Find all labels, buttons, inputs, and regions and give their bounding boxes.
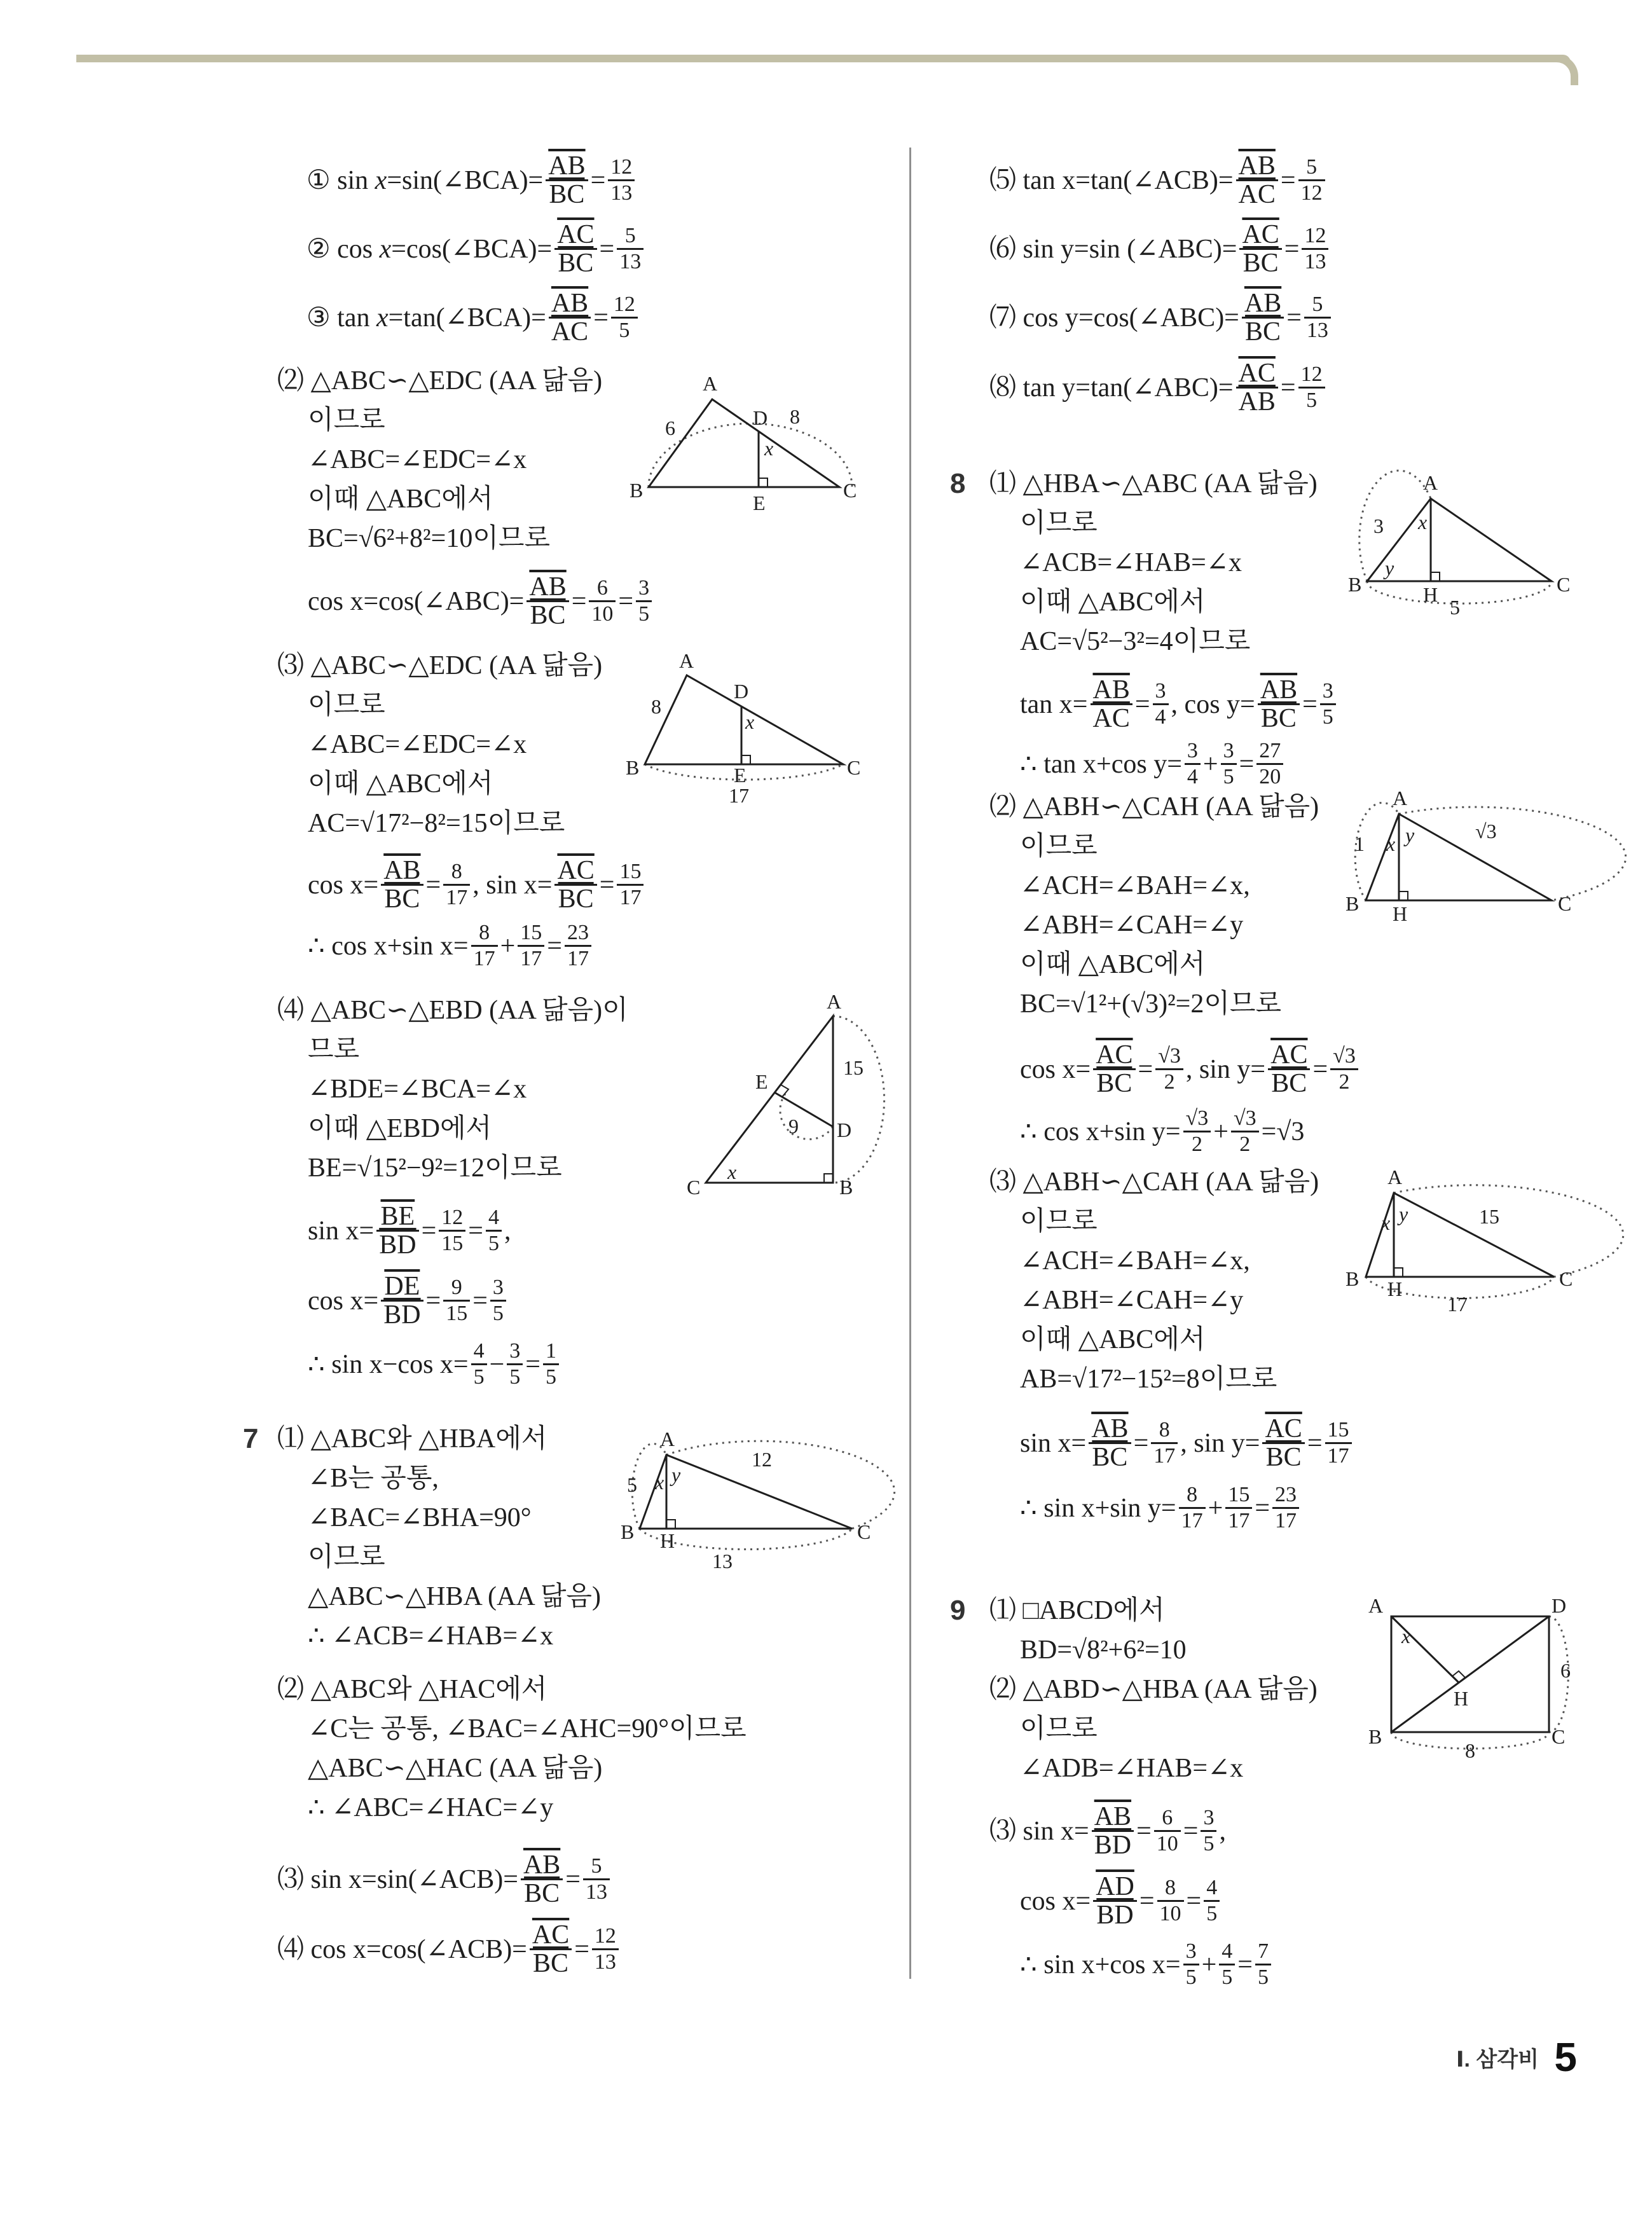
fraction: $\frac{8}{17}$ <box>471 921 498 971</box>
label-a: A <box>1387 1166 1403 1188</box>
p4-line-g: cos x= $\frac{\overline{DE}}{BD}$ = $\frac{9}{15}$ = $\frac{3}{5}$ <box>308 1276 509 1331</box>
figure-triangle-q8-1 <box>1342 471 1583 630</box>
label-9: 9 <box>788 1115 799 1138</box>
fraction: $\frac{\overline{AB}}{BC}$ <box>381 857 423 912</box>
fraction: $\frac{12}{15}$ <box>439 1206 465 1256</box>
fraction: $\frac{\overline{AB}}{BD}$ <box>1092 1803 1134 1859</box>
label-b: B <box>630 479 644 502</box>
right-angle-mark-a <box>824 1174 833 1183</box>
figure-triangle-q7 <box>610 1422 878 1587</box>
fraction: $\frac{4}{5}$ <box>1204 1876 1220 1926</box>
label-h: H <box>1387 1277 1403 1300</box>
dotted-arc <box>649 423 852 487</box>
right-angle-mark <box>1399 891 1408 900</box>
label-h: H <box>1423 583 1438 606</box>
q9-line-d: 이므로 <box>1020 1714 1098 1744</box>
fraction: $\frac{9}{15}$ <box>443 1276 470 1326</box>
fraction: $\frac{8}{17}$ <box>443 860 470 910</box>
q9-line-f: ⑶ sin x= $\frac{\overline{AB}}{BD}$ = $\frac{6}{10}$ = $\frac{3}{5}$ , <box>989 1802 1226 1860</box>
label-5: 5 <box>627 1473 637 1496</box>
label-8: 8 <box>1465 1739 1475 1762</box>
p3-line-d: 이때 △ABC에서 <box>308 769 493 799</box>
fraction: $\frac{√3}{2}$ <box>1330 1044 1358 1094</box>
q8-line-h: ⑵ △ABH∽△CAH (AA 닮음) <box>989 792 1319 822</box>
fraction: $\frac{15}{17}$ <box>1225 1483 1252 1533</box>
fraction: $\frac{12}{13}$ <box>1302 224 1328 274</box>
label-a: A <box>679 649 694 672</box>
fraction: $\frac{\overline{AB}}{BC}$ <box>546 153 588 208</box>
q9-line-h: ∴ sin x+cos x= $\frac{3}{5}$ + $\frac{4}{5}$ = $\frac{7}{5}$ <box>1020 1942 1274 1992</box>
q8-line-t: 이때 △ABC에서 <box>1020 1325 1206 1354</box>
label-b: B <box>1346 1267 1359 1290</box>
q8-line-f: tan x= $\frac{\overline{AB}}{AC}$ = $\frac{3}{4}$ , cos y= $\frac{\overline{AB}}{BC}$ = $\frac{3}{5}$ <box>1020 679 1339 734</box>
q8-line-a: ⑴ △HBA∽△ABC (AA 닮음) <box>989 469 1318 499</box>
label-d: D <box>734 680 749 703</box>
fraction: $\frac{27}{20}$ <box>1256 739 1283 789</box>
right-angle-mark <box>741 755 750 764</box>
label-e: E <box>753 492 766 514</box>
label-x: x <box>727 1160 737 1183</box>
label-e: E <box>734 764 747 787</box>
q7-line-e: △ABC∽△HBA (AA 닮음) <box>308 1582 601 1611</box>
right-angle-mark <box>1431 572 1440 581</box>
p3-line-c: ∠ABC=∠EDC=∠x <box>308 730 527 759</box>
label-c: C <box>847 756 861 779</box>
question-number-7: 7 <box>243 1423 259 1454</box>
fraction: $\frac{3}{5}$ <box>1221 739 1237 789</box>
fraction: $\frac{√3}{2}$ <box>1231 1106 1259 1157</box>
q8-line-m: BC=√1²+(√3)²=2이므로 <box>1020 989 1282 1019</box>
triangle-abc <box>1366 814 1552 900</box>
q9-line-e: ∠ADB=∠HAB=∠x <box>1020 1754 1244 1783</box>
q8-line-w: ∴ sin x+sin y= $\frac{8}{17}$ + $\frac{15}{17}$ = $\frac{23}{17}$ <box>1020 1485 1302 1536</box>
fraction: $\frac{\overline{AB}}{BC}$ <box>1258 677 1300 732</box>
label-h: H <box>1393 902 1408 925</box>
q9-line-b: BD=√8²+6²=10 <box>1020 1635 1187 1665</box>
p3-line-b: 이므로 <box>308 691 385 720</box>
label-c: C <box>1558 892 1572 915</box>
fraction: $\frac{4}{5}$ <box>486 1206 502 1256</box>
label-5: 5 <box>1450 596 1460 619</box>
label-d: D <box>837 1118 852 1141</box>
page-number: 5 <box>1554 2034 1577 2080</box>
q7-line-a: ⑴ △ABC와 △HBA에서 <box>277 1424 547 1454</box>
label-y: y <box>1399 1202 1408 1225</box>
figure-triangle-abc-ebd <box>674 992 890 1208</box>
q8-line-g: ∴ tan x+cos y= $\frac{3}{4}$ + $\frac{3}{5}$ = $\frac{27}{20}$ <box>1020 741 1286 792</box>
p4-line-h: ∴ sin x−cos x= $\frac{4}{5}$ − $\frac{3}{5}$ = $\frac{1}{5}$ <box>308 1342 561 1392</box>
q8-line-o: ∴ cos x+sin y= $\frac{√3}{2}$ + $\frac{√3}{2}$ =√3 <box>1020 1106 1305 1156</box>
fraction: $\frac{\overline{AC}}{BC}$ <box>1262 1415 1304 1471</box>
fraction: $\frac{\overline{AD}}{BD}$ <box>1093 1873 1137 1929</box>
diagonal-bd <box>1391 1616 1549 1732</box>
question-number-8: 8 <box>950 468 966 499</box>
fraction: $\frac{7}{5}$ <box>1255 1939 1271 1990</box>
fraction: $\frac{15}{17}$ <box>518 921 544 971</box>
fraction: $\frac{5}{13}$ <box>617 224 644 274</box>
label-y: y <box>671 1463 681 1486</box>
q8-line-b: 이므로 <box>1020 509 1098 538</box>
label-y: y <box>1405 823 1415 846</box>
right-angle-mark <box>759 478 767 487</box>
label-a: A <box>660 1428 675 1450</box>
label-12: 12 <box>752 1448 772 1471</box>
label-e: E <box>755 1070 768 1093</box>
figure-rectangle-abcd <box>1361 1591 1583 1763</box>
q8-line-l: 이때 △ABC에서 <box>1020 950 1206 979</box>
label-13: 13 <box>712 1550 733 1573</box>
fraction: $\frac{\overline{AB}}{AC}$ <box>549 290 591 345</box>
q7-line-j: ∴ ∠ABC=∠HAC=∠y <box>308 1793 554 1822</box>
p2-line-f: cos x=cos(∠ABC)= $\frac{\overline{AB}}{BC}$ = $\frac{6}{10}$ = $\frac{3}{5}$ <box>308 576 654 631</box>
label-c: C <box>687 1176 701 1199</box>
fraction: $\frac{12}{5}$ <box>1298 362 1325 413</box>
q8-line-d: 이때 △ABC에서 <box>1020 588 1206 617</box>
q7-line-b: ∠B는 공통, <box>308 1464 439 1493</box>
q7-line-h: ∠C는 공통, ∠BAC=∠AHC=90°이므로 <box>308 1714 747 1744</box>
label-h: H <box>660 1529 675 1552</box>
fraction: $\frac{\overline{AC}}{BC}$ <box>1093 1042 1135 1097</box>
fraction: $\frac{\overline{AC}}{BC}$ <box>1239 221 1281 277</box>
fraction: $\frac{3}{5}$ <box>1183 1939 1199 1990</box>
eq-sin-x: ① sin x=sin(∠BCA)= $\frac{\overline{AB}}{BC}$ = $\frac{12}{13}$ <box>306 155 637 210</box>
p4-line-c: ∠BDE=∠BCA=∠x <box>308 1075 527 1104</box>
fraction: $\frac{5}{13}$ <box>1304 293 1331 343</box>
fraction: $\frac{5}{13}$ <box>583 1854 610 1904</box>
fraction: $\frac{3}{5}$ <box>490 1276 506 1326</box>
fraction: $\frac{3}{5}$ <box>507 1339 523 1389</box>
eq-r8: ⑻ tan y=tan(∠ABC)= $\frac{\overline{AC}}{AB}$ = $\frac{12}{5}$ <box>989 362 1328 418</box>
label-x: x <box>1401 1625 1411 1648</box>
label-a: A <box>1393 787 1408 809</box>
figure-triangle-abc-edc <box>623 369 878 515</box>
p4-line-e: BE=√15²−9²=12이므로 <box>308 1153 562 1183</box>
q8-line-n: cos x= $\frac{\overline{AC}}{BC}$ = $\frac{√3}{2}$ , sin y= $\frac{\overline{AC}}{BC}$ = $\frac{√3}{2}$ <box>1020 1044 1361 1099</box>
label-8: 8 <box>651 695 661 718</box>
label-b: B <box>1346 892 1359 915</box>
triangle-abc <box>1367 499 1552 581</box>
label-b: B <box>626 756 640 779</box>
fraction: $\frac{\overline{DE}}{BD}$ <box>381 1273 423 1328</box>
p3-line-f: cos x= $\frac{\overline{AB}}{BC}$ = $\frac{8}{17}$ , sin x= $\frac{\overline{AC}}{BC}$ = $\frac{15}{17}$ <box>308 860 646 915</box>
column-divider <box>909 148 911 1979</box>
q9-line-c: ⑵ △ABD∽△HBA (AA 닮음) <box>989 1675 1318 1704</box>
eq-r5: ⑸ tan x=tan(∠ACB)= $\frac{\overline{AB}}{AC}$ = $\frac{5}{12}$ <box>989 155 1328 210</box>
right-angle-mark <box>666 1520 675 1529</box>
q7-line-k: ⑶ sin x=sin(∠ACB)= $\frac{\overline{AB}}{BC}$ = $\frac{5}{13}$ <box>277 1854 612 1910</box>
label-a: A <box>703 372 718 395</box>
eq-tan-x: ③ tan x=tan(∠BCA)= $\frac{\overline{AB}}{AC}$ = $\frac{12}{5}$ <box>306 293 640 348</box>
fraction: $\frac{√3}{2}$ <box>1183 1106 1211 1157</box>
fraction: $\frac{8}{17}$ <box>1151 1418 1178 1468</box>
fraction: $\frac{6}{10}$ <box>1154 1806 1181 1856</box>
fraction: $\frac{\overline{AC}}{BC}$ <box>554 857 596 912</box>
label-x: x <box>1381 1211 1391 1234</box>
label-d: D <box>1552 1594 1567 1617</box>
q8-line-s: ∠ABH=∠CAH=∠y <box>1020 1286 1244 1315</box>
fraction: $\frac{\overline{AC}}{BC}$ <box>554 221 596 277</box>
fraction: $\frac{\overline{AB}}{AC}$ <box>1091 677 1132 732</box>
label-6: 6 <box>665 416 675 439</box>
fraction: $\frac{12}{13}$ <box>608 155 635 205</box>
p4-line-b: 므로 <box>308 1035 360 1064</box>
figure-triangle-q8-2 <box>1335 787 1583 931</box>
q8-line-c: ∠ACB=∠HAB=∠x <box>1020 548 1242 577</box>
label-x: x <box>764 437 774 460</box>
label-root3: √3 <box>1475 820 1497 843</box>
label-x: x <box>1418 511 1428 533</box>
fraction: $\frac{\overline{AB}}{AC}$ <box>1236 153 1278 208</box>
q7-line-d: 이므로 <box>308 1543 385 1572</box>
fraction: $\frac{3}{4}$ <box>1185 739 1201 789</box>
fraction: $\frac{12}{5}$ <box>611 293 638 343</box>
fraction: $\frac{√3}{2}$ <box>1155 1044 1183 1094</box>
q7-line-c: ∠BAC=∠BHA=90° <box>308 1503 532 1532</box>
segment-de <box>774 1092 833 1127</box>
label-1: 1 <box>1354 832 1365 855</box>
p3-line-e: AC=√17²−8²=15이므로 <box>308 809 565 838</box>
label-b: B <box>621 1520 635 1543</box>
fraction: $\frac{\overline{BE}}{BD}$ <box>376 1203 418 1258</box>
fraction: $\frac{8}{10}$ <box>1157 1876 1184 1926</box>
right-angle-mark <box>774 1085 788 1097</box>
fraction: $\frac{\overline{AC}}{BC}$ <box>1268 1042 1310 1097</box>
label-c: C <box>1552 1725 1566 1748</box>
label-h: H <box>1454 1687 1469 1710</box>
header-rule-corner <box>1553 55 1578 85</box>
label-x: x <box>655 1471 664 1494</box>
eq-cos-x: ② cos x=cos(∠BCA)= $\frac{\overline{AC}}{BC}$ = $\frac{5}{13}$ <box>306 224 646 279</box>
p4-line-f: sin x= $\frac{\overline{BE}}{BD}$ = $\frac{12}{15}$ = $\frac{4}{5}$ , <box>308 1202 511 1260</box>
p2-line-e: BC=√6²+8²=10이므로 <box>308 524 551 553</box>
figure-triangle-abc-edc-2 <box>623 650 878 809</box>
label-15: 15 <box>1479 1205 1499 1228</box>
triangle-abc <box>706 1016 833 1183</box>
label-b: A <box>827 990 842 1013</box>
label-17: 17 <box>1447 1293 1468 1316</box>
q8-line-e: AC=√5²−3²=4이므로 <box>1020 627 1251 656</box>
p3-line-g: ∴ cos x+sin x= $\frac{8}{17}$ + $\frac{15}{17}$ = $\frac{23}{17}$ <box>308 923 594 974</box>
p4-line-d: 이때 △EBD에서 <box>308 1114 492 1143</box>
label-17: 17 <box>729 784 749 807</box>
fraction: $\frac{3}{5}$ <box>1320 679 1336 729</box>
section-title: Ⅰ. 삼각비 <box>1456 2047 1539 2072</box>
fraction: $\frac{\overline{AB}}{BC}$ <box>527 574 568 629</box>
p2-line-b: 이므로 <box>308 406 385 435</box>
figure-triangle-q8-3 <box>1335 1167 1583 1326</box>
q7-line-f: ∴ ∠ACB=∠HAB=∠x <box>308 1621 554 1651</box>
q8-line-q: 이므로 <box>1020 1207 1098 1236</box>
label-8: 8 <box>790 405 800 428</box>
fraction: $\frac{\overline{AC}}{AB}$ <box>1236 360 1278 415</box>
fraction: $\frac{3}{5}$ <box>636 576 652 626</box>
label-d: D <box>753 406 768 429</box>
label-15: 15 <box>843 1056 864 1079</box>
label-b: B <box>1368 1725 1382 1748</box>
fraction: $\frac{1}{5}$ <box>543 1339 559 1389</box>
q9-line-g: cos x= $\frac{\overline{AD}}{BD}$ = $\frac{8}{10}$ = $\frac{4}{5}$ <box>1020 1876 1222 1931</box>
fraction: $\frac{5}{12}$ <box>1298 155 1325 205</box>
triangle-abc <box>649 399 839 487</box>
label-6: 6 <box>1560 1659 1571 1682</box>
fraction: $\frac{3}{4}$ <box>1153 679 1169 729</box>
q7-line-l: ⑷ cos x=cos(∠ACB)= $\frac{\overline{AC}}{BC}$ = $\frac{12}{13}$ <box>277 1924 621 1979</box>
dotted-arc-15 <box>1394 1185 1623 1277</box>
fraction: $\frac{23}{17}$ <box>1272 1483 1299 1533</box>
fraction: $\frac{15}{17}$ <box>617 860 644 910</box>
page-footer <box>1456 2034 1577 2081</box>
header-rule <box>76 55 1571 62</box>
fraction: $\frac{\overline{AB}}{BC}$ <box>1242 290 1284 345</box>
label-y: y <box>1385 556 1394 579</box>
eq-r7: ⑺ cos y=cos(∠ABC)= $\frac{\overline{AB}}{BC}$ = $\frac{5}{13}$ <box>989 293 1333 348</box>
fraction: $\frac{\overline{AC}}{BC}$ <box>530 1922 572 1977</box>
dotted-arc-12 <box>666 1441 895 1529</box>
p4-line-a: ⑷ △ABC∽△EBD (AA 닮음)이 <box>277 996 628 1025</box>
label-c: C <box>1559 1267 1573 1290</box>
fraction: $\frac{12}{13}$ <box>592 1924 619 1974</box>
q9-line-a: ⑴ □ABCD에서 <box>989 1596 1165 1625</box>
label-c: C <box>857 1520 871 1543</box>
fraction: $\frac{3}{5}$ <box>1201 1806 1216 1856</box>
right-angle-mark <box>1452 1671 1465 1683</box>
question-number-9: 9 <box>950 1595 966 1626</box>
q7-line-g: ⑵ △ABC와 △HAC에서 <box>277 1675 547 1704</box>
fraction: $\frac{\overline{AB}}{BC}$ <box>1089 1415 1131 1471</box>
label-a: A <box>1368 1594 1384 1617</box>
fraction: $\frac{8}{17}$ <box>1179 1483 1206 1533</box>
fraction: $\frac{15}{17}$ <box>1325 1418 1352 1468</box>
q8-line-v: sin x= $\frac{\overline{AB}}{BC}$ = $\frac{8}{17}$ , sin y= $\frac{\overline{AC}}{BC}$ = $\frac{15}{17}$ <box>1020 1418 1354 1473</box>
p2-line-c: ∠ABC=∠EDC=∠x <box>308 445 527 474</box>
q8-line-i: 이므로 <box>1020 832 1098 861</box>
dotted-arc-root3 <box>1399 807 1626 900</box>
label-a: B <box>839 1176 853 1199</box>
q8-line-j: ∠ACH=∠BAH=∠x, <box>1020 871 1250 900</box>
fraction: $\frac{4}{5}$ <box>1219 1939 1235 1990</box>
p3-line-a: ⑶ △ABC∽△EDC (AA 닮음) <box>277 651 603 680</box>
label-c: C <box>1557 573 1571 596</box>
right-angle-mark <box>1394 1268 1403 1277</box>
fraction: $\frac{\overline{AB}}{BC}$ <box>521 1852 563 1907</box>
eq-r6: ⑹ sin y=sin (∠ABC)= $\frac{\overline{AC}}{BC}$ = $\frac{12}{13}$ <box>989 224 1331 279</box>
label-x: x <box>1386 832 1396 855</box>
label-x: x <box>745 710 755 733</box>
label-3: 3 <box>1373 514 1384 537</box>
fraction: $\frac{6}{10}$ <box>589 576 616 626</box>
fraction: $\frac{4}{5}$ <box>471 1339 487 1389</box>
label-c: C <box>843 479 857 502</box>
q7-line-i: △ABC∽△HAC (AA 닮음) <box>308 1754 603 1783</box>
label-b: B <box>1348 573 1362 596</box>
q8-line-r: ∠ACH=∠BAH=∠x, <box>1020 1246 1250 1276</box>
q8-line-p: ⑶ △ABH∽△CAH (AA 닮음) <box>989 1167 1319 1197</box>
dotted-arc-15 <box>833 1016 885 1183</box>
q8-line-k: ∠ABH=∠CAH=∠y <box>1020 911 1244 940</box>
fraction: $\frac{23}{17}$ <box>565 921 591 971</box>
q8-line-u: AB=√17²−15²=8이므로 <box>1020 1365 1277 1394</box>
p2-line-d: 이때 △ABC에서 <box>308 485 493 514</box>
p2-line-a: ⑵ △ABC∽△EDC (AA 닮음) <box>277 366 603 396</box>
label-a: A <box>1423 471 1438 494</box>
